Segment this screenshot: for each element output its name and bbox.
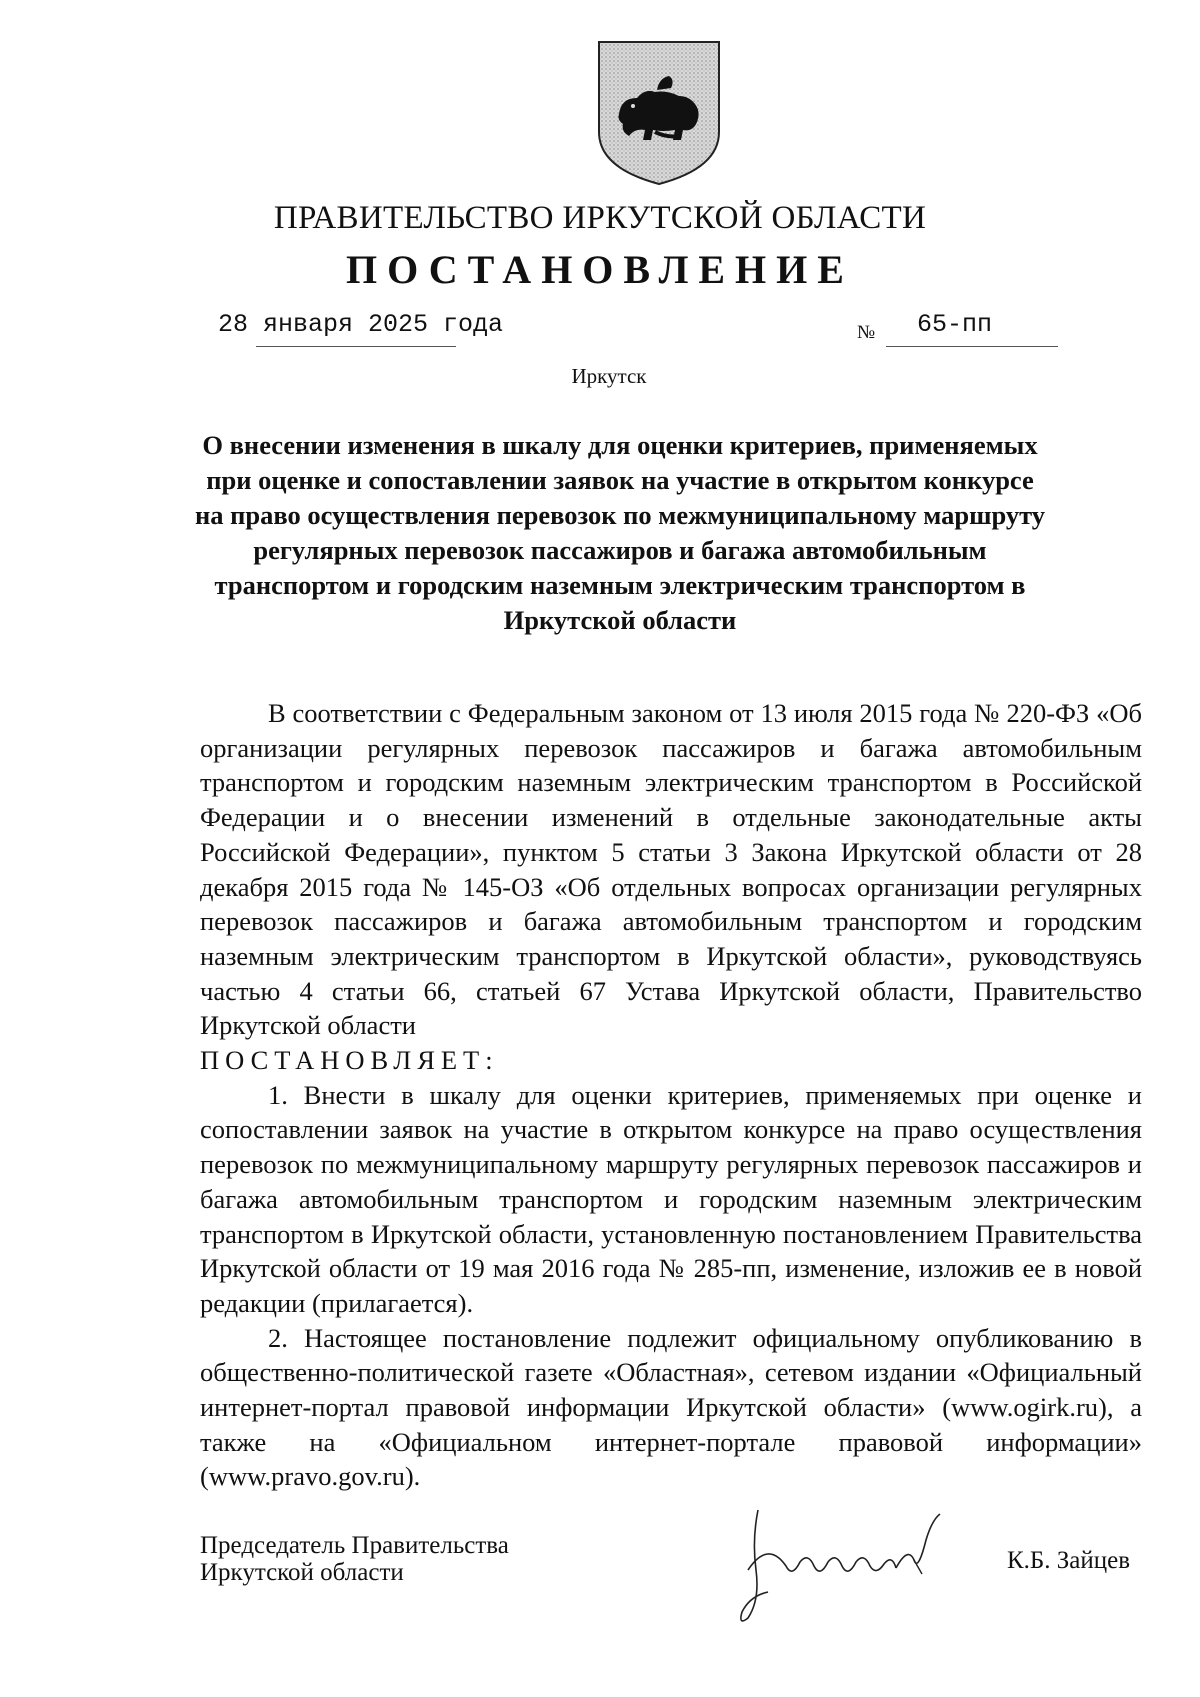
number-sign: № [857, 322, 876, 343]
resolves-heading: ПОСТАНОВЛЯЕТ: [200, 1045, 499, 1076]
preamble-paragraph: В соответствии с Федеральным законом от 13 июля 2015 года № 220-ФЗ «Об организации регулярных перевозок пассажиров и багажа автомобильным транспортом и городским наземным электрическим транспортом в Российской Федерации и о внесении изменений в отдельные законодательные акты Российской Федерации», пунктом 5 статьи 3 Закона Иркутской области от 28 декабря 2015 года № 145-ОЗ «Об отдельных вопросах организации регулярных перевозок пассажиров и багажа автомобильным транспортом и городским наземным электрическим транспортом в Иркутской области», руководствуясь частью 4 статьи 66, статьей 67 Устава Иркутской области, Правительство Иркутской области [200, 698, 1142, 1041]
authority-name: ПРАВИТЕЛЬСТВО ИРКУТСКОЙ ОБЛАСТИ [273, 200, 927, 236]
document-body [200, 696, 1142, 1494]
document-number: 65-пп [917, 310, 993, 339]
date-underline [256, 346, 456, 347]
signatory-position-line-2: Иркутской области [200, 1559, 404, 1586]
coat-of-arms-icon [597, 40, 721, 186]
item-1-paragraph: 1. Внести в шкалу для оценки критериев, применяемых при оценке и сопоставлении заявок на участие в открытом конкурсе на право осуществления перевозок по межмуниципальному маршруту регулярных перевозок пассажиров и багажа автомобильным транспортом и городским наземным электрическим транспортом в Иркутской области, установленную постановлением Правительства Иркутской области от 19 мая 2016 года № 285-пп, изменение, изложив ее в новой редакции (прилагается). [200, 1079, 1142, 1318]
document-date: 28 января 2025 года [218, 310, 504, 339]
signatory-position [200, 1532, 509, 1586]
document-title: О внесении изменения в шкалу для оценки критериев, применяемых при оценке и сопоставлении заявок на участие в открытом конкурсе на право осуществления перевозок по межмуниципальному маршруту регулярных перевозок пассажиров и багажа автомобильным транспортом и городским наземным электрическим транспортом в Иркутской области [194, 430, 1046, 635]
document-type: ПОСТАНОВЛЕНИЕ [346, 247, 854, 292]
item-2-paragraph: 2. Настоящее постановление подлежит официальному опубликованию в общественно-политической газете «Областная», сетевом издании «Официальный интернет-портал правовой информации Иркутской области» (www.ogirk.ru), а также на «Официальном интернет-портале правовой информации» (www.pravo.gov.ru). [200, 1322, 1142, 1492]
signatory-name: К.Б. Зайцев [1007, 1547, 1131, 1574]
handwritten-signature [728, 1500, 968, 1630]
number-underline [886, 346, 1058, 347]
city: Иркутск [571, 364, 647, 388]
signatory-position-line-1: Председатель Правительства [200, 1532, 509, 1559]
